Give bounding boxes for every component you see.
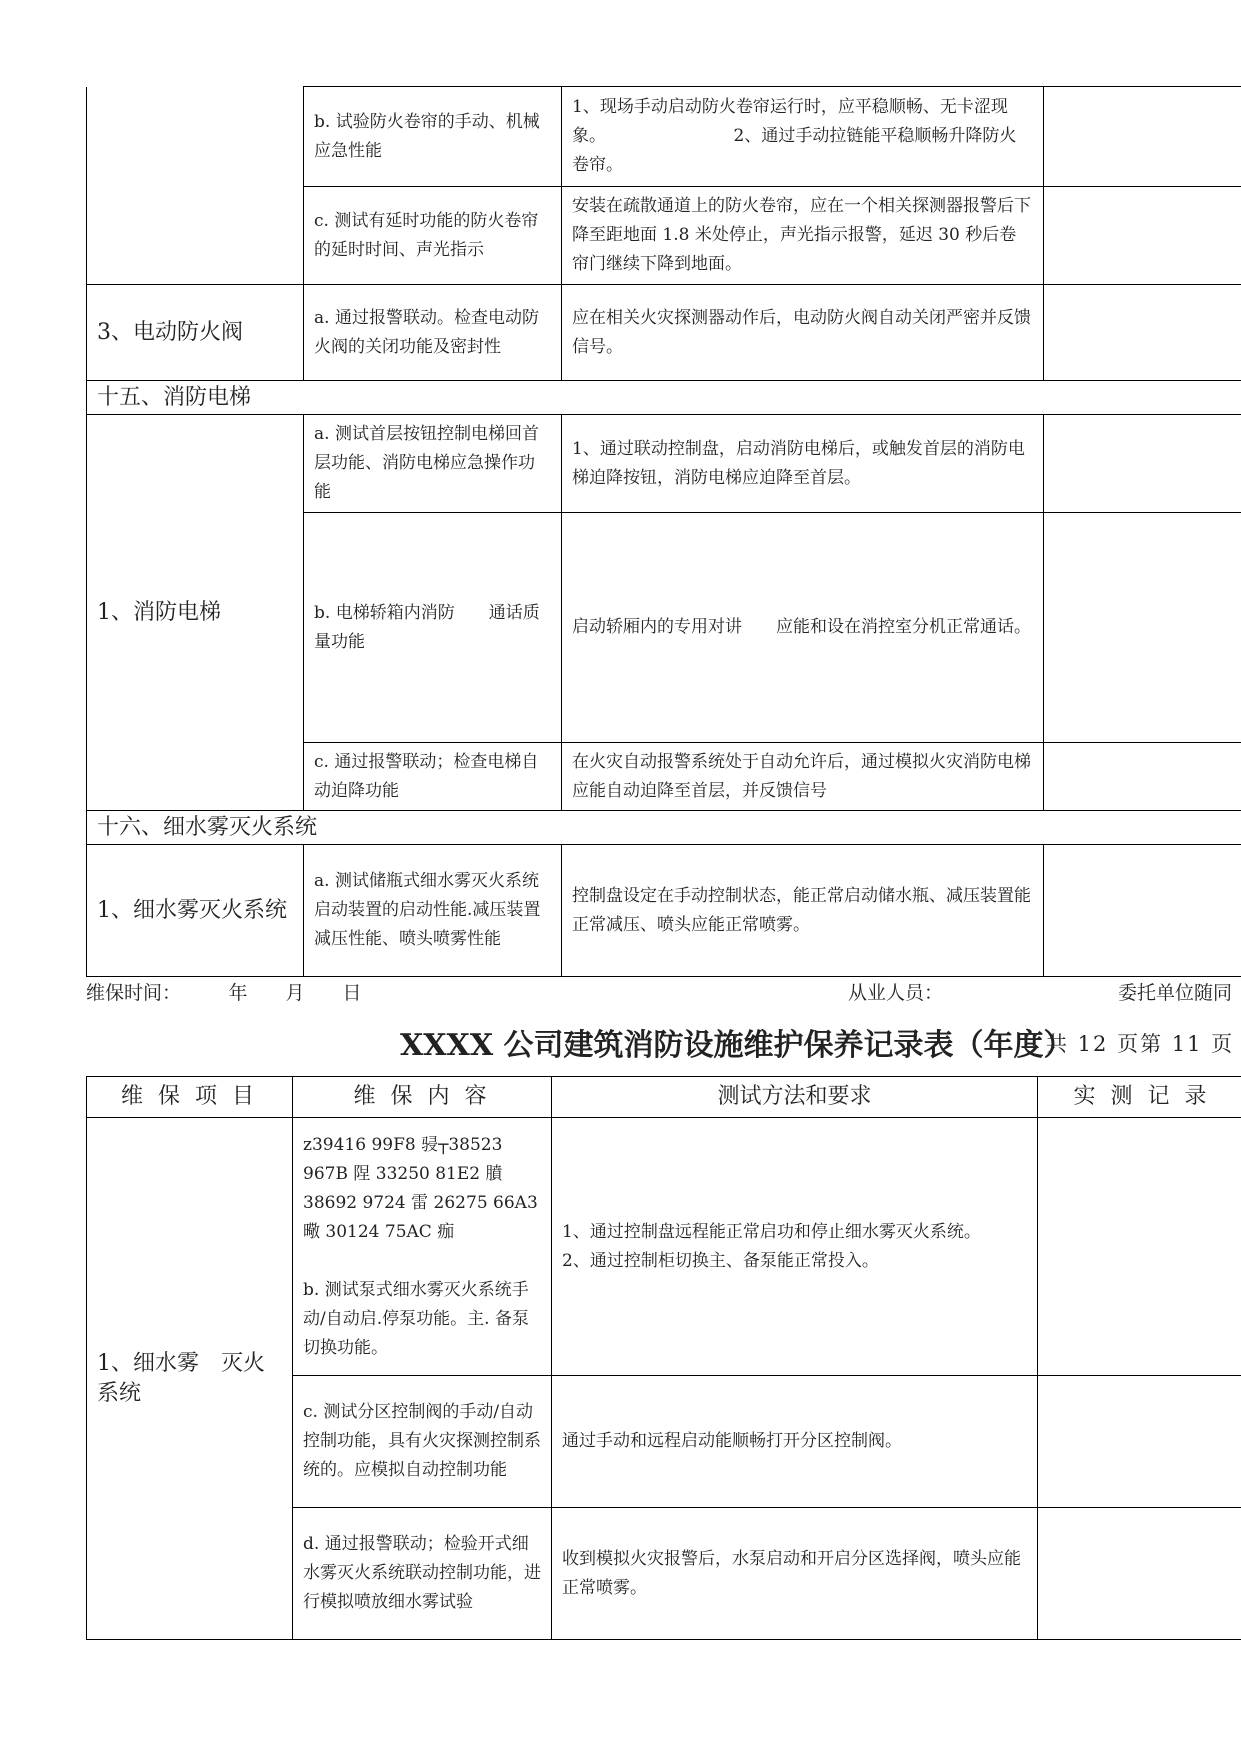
column-header: 实 测 记 录 <box>1038 1077 1241 1118</box>
section-row <box>87 381 1241 415</box>
record-cell <box>1038 1376 1241 1508</box>
item-cell: 1、消防电梯 <box>87 415 304 811</box>
record-cell <box>1044 415 1241 513</box>
column-header: 维 保 内 容 <box>293 1077 552 1118</box>
content-cell: a. 通过报警联动。检查电动防火阀的关闭功能及密封性 <box>304 285 562 381</box>
method-cell: 1、通过控制盘远程能正常启功和停止细水雾灭火系统。 2、通过控制柜切换主、备泵能正常投入。 <box>552 1118 1038 1376</box>
content-cell: c. 测试分区控制阀的手动/自动控制功能，具有火灾探测控制系统的。应模拟自动控制功能 <box>293 1376 552 1508</box>
record-cell <box>1044 845 1241 977</box>
table-row <box>87 285 1241 381</box>
header-row <box>87 1077 1241 1118</box>
column-header: 测试方法和要求 <box>552 1077 1038 1118</box>
item-cell <box>87 87 304 285</box>
record-cell <box>1038 1508 1241 1640</box>
method-cell: 通过手动和远程启动能顺畅打开分区控制阀。 <box>552 1376 1038 1508</box>
staff-label: 从业人员： <box>848 982 944 1004</box>
method-cell: 应在相关火灾探测器动作后，电动防火阀自动关闭严密并反馈信号。 <box>562 285 1044 381</box>
section-row <box>87 811 1241 845</box>
content-cell: z39416 99F8 骎┬38523 967B 陧 33250 81E2 膹 38692 9724 雷 26275 66A3 曔 30124 75AC 痂 b. 测试泵式细水雾灭火系统手动/自动启.停泵功能。主. 备泵切换功能。 <box>293 1118 552 1376</box>
content-cell: a. 测试首层按钮控制电梯回首层功能、消防电梯应急操作功能 <box>304 415 562 513</box>
method-cell: 收到模拟火灾报警后，水泵启动和开启分区选择阀，喷头应能正常喷雾。 <box>552 1508 1038 1640</box>
content-cell: c. 通过报警联动；检查电梯自动迫降功能 <box>304 743 562 811</box>
record-cell <box>1038 1118 1241 1376</box>
page-counter: 共 12 页第 11 页 <box>1046 1032 1235 1056</box>
item-cell: 1、细水雾灭火系统 <box>87 845 304 977</box>
table-row <box>87 87 1241 187</box>
table-row <box>87 845 1241 977</box>
maintenance-table-bottom <box>86 1076 1241 1640</box>
method-cell: 1、现场手动启动防火卷帘运行时，应平稳顺畅、无卡涩现象。 2、通过手动拉链能平稳顺畅升降防火卷帘。 <box>562 87 1044 187</box>
record-cell <box>1044 87 1241 187</box>
section-heading: 十六、细水雾灭火系统 <box>87 811 1241 845</box>
method-cell: 在火灾自动报警系统处于自动允许后，通过模拟火灾消防电梯应能自动迫降至首层，并反馈信号 <box>562 743 1044 811</box>
content-cell: b. 试验防火卷帘的手动、机械应急性能 <box>304 87 562 187</box>
method-cell: 控制盘设定在手动控制状态，能正常启动储水瓶、减压装置能正常减压、喷头应能正常喷雾。 <box>562 845 1044 977</box>
item-cell: 1、细水雾 灭火系统 <box>87 1118 293 1640</box>
item-cell: 3、电动防火阀 <box>87 285 304 381</box>
method-cell: 1、通过联动控制盘，启动消防电梯后，或触发首层的消防电梯迫降按钮，消防电梯应迫降至首层。 <box>562 415 1044 513</box>
method-cell: 安装在疏散通道上的防火卷帘，应在一个相关探测器报警后下降至距地面 1.8 米处停止，声光指示报警，延迟 30 秒后卷帘门继续下降到地面。 <box>562 187 1044 285</box>
section-heading: 十五、消防电梯 <box>87 381 1241 415</box>
content-cell: b. 电梯轿箱内消防 通话质量功能 <box>304 513 562 743</box>
page-title: XXXX 公司建筑消防设施维护保养记录表（年度） <box>400 1028 1074 1063</box>
content-cell: d. 通过报警联动；检验开式细水雾灭火系统联动控制功能，进行模拟喷放细水雾试验 <box>293 1508 552 1640</box>
client-label: 委托单位随同 <box>1118 982 1233 1004</box>
maintenance-time-label: 维保时间： 年 月 日 <box>86 982 362 1004</box>
method-cell: 启动轿厢内的专用对讲 应能和设在消控室分机正常通话。 <box>562 513 1044 743</box>
maintenance-table-top <box>86 86 1241 977</box>
content-cell: a. 测试储瓶式细水雾灭火系统启动装置的启动性能.减压装置减压性能、喷头喷雾性能 <box>304 845 562 977</box>
record-cell <box>1044 187 1241 285</box>
content-cell: c. 测试有延时功能的防火卷帘的延时时间、声光指示 <box>304 187 562 285</box>
table-row <box>87 1118 1241 1376</box>
record-cell <box>1044 513 1241 743</box>
column-header: 维 保 项 目 <box>87 1077 293 1118</box>
record-cell <box>1044 743 1241 811</box>
record-cell <box>1044 285 1241 381</box>
table-row <box>87 415 1241 513</box>
